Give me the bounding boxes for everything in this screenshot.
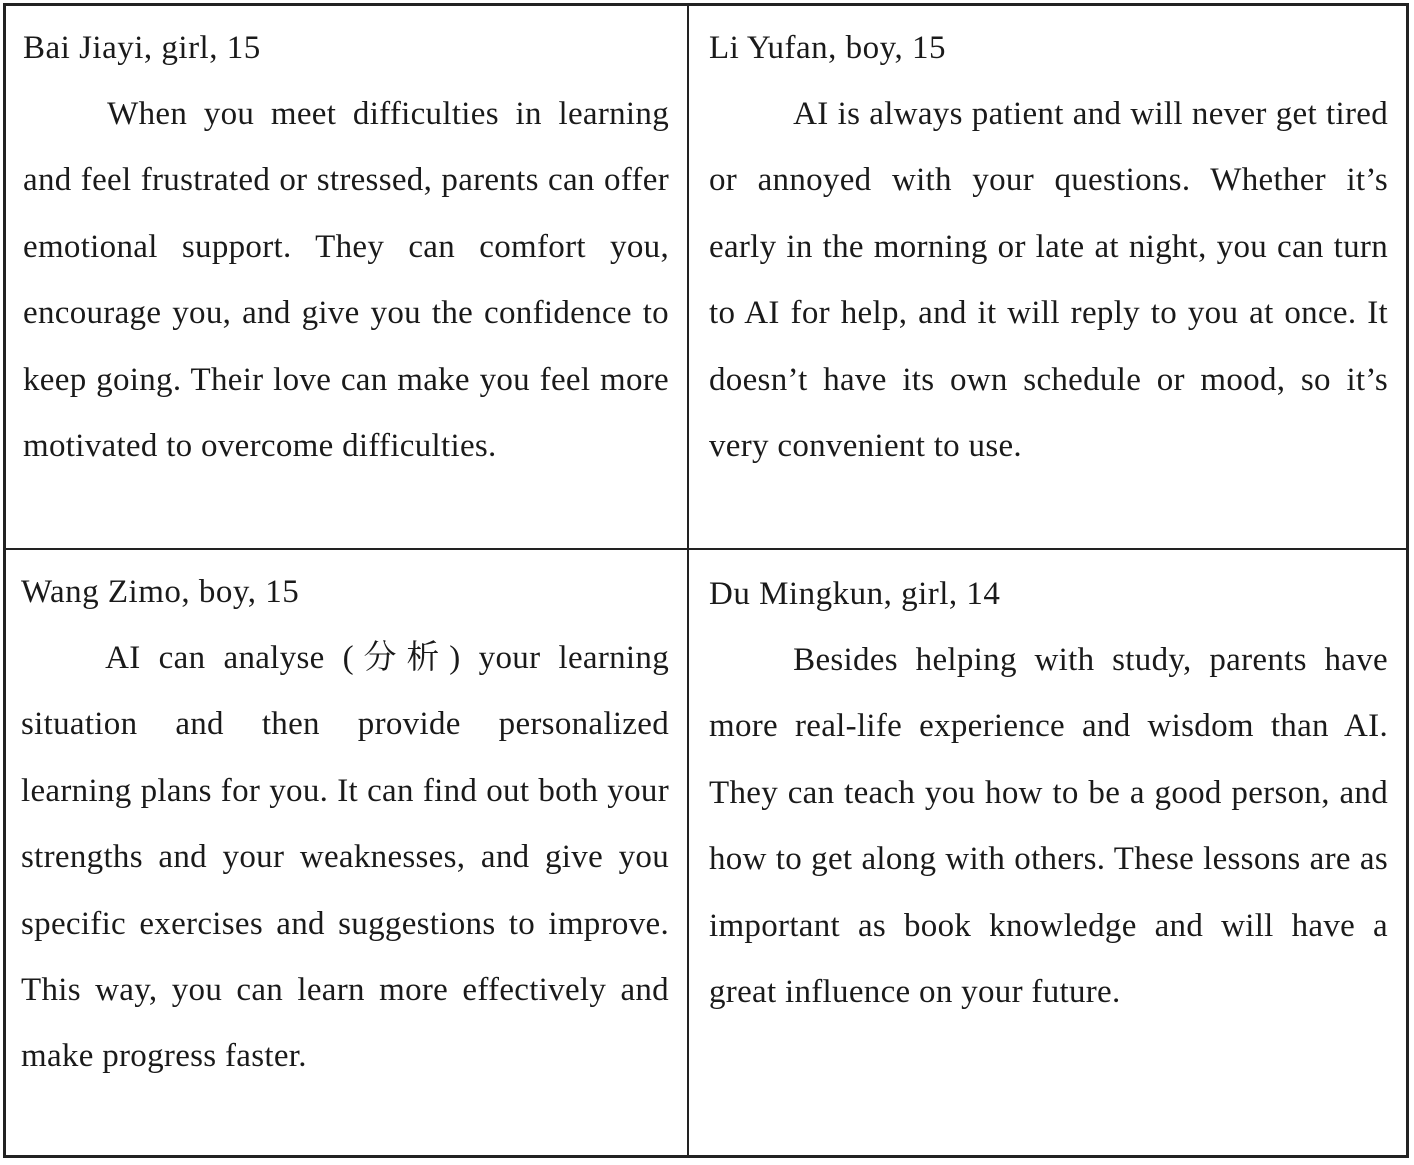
- speaker-heading: Wang Zimo, boy, 15: [21, 574, 300, 610]
- speaker-heading: Li Yufan, boy, 15: [709, 30, 947, 66]
- opinion-cell-li-yufan: [689, 6, 1406, 550]
- opinion-text: Besides helping with study, parents have more real-life experience and wisdom than AI. They can teach you how to be a good person, and how to get along with others. These lessons are as important as book knowledge and will have a great influence on your future.: [709, 642, 1388, 1011]
- speaker-heading: Bai Jiayi, girl, 15: [23, 30, 261, 66]
- opinion-cell-wang-zimo: [6, 550, 689, 1155]
- opinions-table: [3, 3, 1409, 1158]
- opinion-text: AI can analyse (分析) your learning situation and then provide personalized learning plans for you. It can find out both your strengths and your weaknesses, and give you specific exercises and suggestions to improve. This way, you can learn more effectively and make progress faster.: [21, 640, 669, 1075]
- opinion-cell-du-mingkun: [689, 550, 1406, 1155]
- opinion-cell-bai-jiayi: [6, 6, 689, 550]
- opinion-text: AI is always patient and will never get tired or annoyed with your questions. Whether it’s early in the morning or late at night, you can turn to AI for help, and it will reply to you at once. It doesn’t have its own schedule or mood, so it’s very convenient to use.: [709, 96, 1388, 465]
- speaker-heading: Du Mingkun, girl, 14: [709, 576, 1001, 612]
- opinion-text: When you meet difficulties in learning and feel frustrated or stressed, parents can offer emotional support. They can comfort you, encourage you, and give you the confidence to keep going. Their love can make you feel more motivated to overcome difficulties.: [23, 96, 669, 465]
